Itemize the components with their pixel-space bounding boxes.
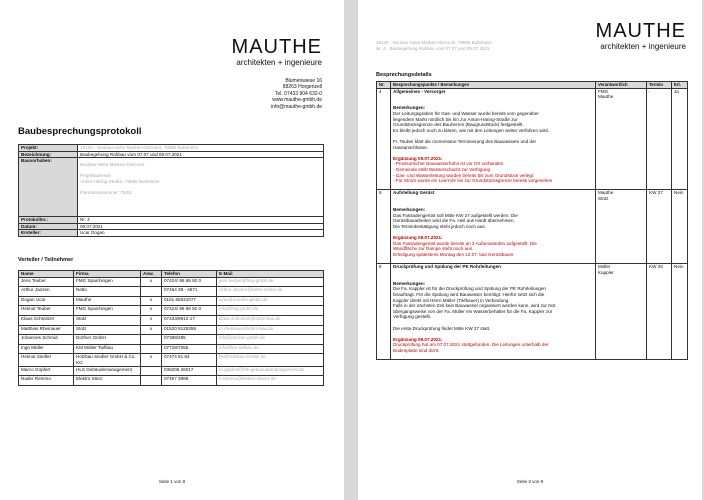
item-number: 5 (377, 190, 391, 264)
table-row (377, 88, 688, 190)
details-header-row (377, 82, 688, 89)
column-header-responsible: Verantwortlich (596, 82, 647, 89)
logo-name: MAUTHE (231, 36, 322, 58)
item-text-line: Die Fa. Kappler ist für die Druckprüfung und Spülung der PE Rohrleitungen (393, 286, 546, 292)
participant-email: hs@holzbau-siedler.de (217, 354, 324, 366)
item-text-line: Bodenplatte sind dicht. (393, 347, 440, 353)
participants-table (18, 270, 324, 386)
item-text-line: Kappler direkt mit Herrn Müller (Tiefbauer) in Verbindung. (393, 297, 510, 303)
responsible-party: Kappler (598, 269, 614, 275)
item-text-line: Verfügung gestellt. (393, 314, 432, 320)
participant-phone: 07433/9912-17 (162, 315, 217, 325)
item-done: Nein (672, 264, 688, 360)
responsible-party: FMG (598, 88, 609, 94)
participant-company: Stotz (74, 315, 141, 325)
item-text-line: Erledigung spätestens Montag den 12.07. laut Gerüstbauer (393, 251, 514, 257)
column-header-telefon: Telefon (162, 271, 217, 278)
participant-phone: 0151 65531077 (162, 296, 217, 306)
item-text-line: Wandfläche zur Rampe steht noch aus. (393, 246, 474, 252)
participant-company: Holzbau Siedler GmbH & Co. KG (74, 354, 141, 366)
info-value-line: Neubau Netto Marken-Discount (80, 162, 145, 168)
participant-name: Jens Teuber (19, 277, 74, 287)
info-label: Datum: (19, 223, 78, 230)
address-line: Tel. 07433 904 632-0 (275, 90, 322, 97)
column-header-firma: Firma (74, 271, 141, 278)
table-row (377, 190, 688, 264)
logo-subtitle: architekten + ingenieure (236, 58, 322, 67)
item-done: Ja (672, 88, 688, 190)
info-value-line: Flurstücksnummer: 793/1 (80, 190, 132, 196)
table-row (19, 315, 324, 325)
participant-name: Klaus Schmitzer (19, 315, 74, 325)
item-text-line: - Provisorischer Bauwasserhahn ist vor Ort vorhanden (393, 161, 504, 167)
item-responsible (596, 264, 647, 360)
participant-name: Nader Remmo (19, 376, 74, 386)
header-line: 19130 - Neubau Netto Marken-Discount, 78585 Bubsheim (376, 40, 492, 45)
info-label: Projekt: (19, 145, 78, 152)
item-text-line: Ergänzung 09.07.2021: (393, 336, 443, 342)
participant-name: Marco Gopfert (19, 366, 74, 376)
column-header-termin: Termin (647, 82, 672, 89)
participant-attendance: x (141, 315, 162, 325)
info-value: Ucar Dogan (78, 230, 324, 237)
address-line: info@mauthe-gmbh.de (271, 103, 322, 110)
info-value: 19130 - Neubau Netto Marken-Discount, 78585 Bubsheim (78, 145, 324, 152)
item-text-line: Bemerkungen: (393, 105, 426, 111)
column-header-points: Besprechungspunkte / Bemerkungen (391, 82, 596, 89)
participant-email: klaus.schmitzer@stotz-bau.de (217, 315, 324, 325)
participant-email: jens.teuber@fmg-gmbh.de (217, 277, 324, 287)
item-text-line: Bemerkungen: (393, 280, 426, 286)
participant-name: Ingo Müller (19, 344, 74, 354)
participant-email: ucar@mauthe-gmbh.de (217, 296, 324, 306)
participant-company: FMG Spaichingen (74, 306, 141, 316)
item-title: Aufstellung Gerüst (393, 190, 435, 196)
info-row (19, 230, 324, 237)
info-label: Protokollnr.: (19, 217, 78, 224)
item-text-line: Druckprüfung hat am 07.07.2021 stattgefunden. Die Leitungen unterhalb der (393, 342, 549, 348)
info-value-line: Projektadresse: (80, 173, 112, 179)
info-row (19, 158, 324, 217)
item-content (391, 88, 596, 190)
responsible-party: Mauthe (598, 94, 614, 100)
item-title: Druckprüfung und Spülung der PE Rohrleitungen (393, 264, 501, 269)
participant-email: m.gopfert@hls-gebaeudemanagement.de (217, 366, 324, 376)
participant-email: m.rheinauer@stotz-bau.de (217, 325, 324, 335)
item-content (391, 264, 596, 360)
participant-email: Arthur.Janzen@netto-online.de (217, 287, 324, 297)
participant-email: n.remmo@elektro-stuerz.de (217, 376, 324, 386)
meeting-details-table (376, 81, 688, 360)
participant-attendance: x (141, 325, 162, 335)
participant-company: KM Müller Tiefbau (74, 344, 141, 354)
participant-email: info@dorfner-gmbh.de (217, 335, 324, 345)
participant-phone: 07424/ 95 68 92 0 (162, 277, 217, 287)
column-header-name: Name (19, 271, 74, 278)
item-title: Allgemeines - Versorger (393, 88, 446, 94)
participant-company: Netto (74, 287, 141, 297)
participant-name: Matthias Rheinauer (19, 325, 74, 335)
participant-email: info@fmg-gmbh.de (217, 306, 324, 316)
participant-phone: 01520 9125359 (162, 325, 217, 335)
info-value: 09.07.2021 (78, 223, 324, 230)
participant-company: Stotz (74, 325, 141, 335)
participant-phone: 07728/7055 (162, 344, 217, 354)
logo-subtitle: architekten + ingenieure (600, 42, 686, 51)
participant-attendance (141, 344, 162, 354)
table-row (19, 376, 324, 386)
item-text-line: Die Termінbestätigung steht jedoch noch aus. (393, 223, 486, 229)
page-footer: Seite 3 von 8 (516, 479, 544, 484)
participant-company: Dorfner GmbH (74, 335, 141, 345)
participant-company: FMG Spaichingen (74, 277, 141, 287)
participant-name: Helmut Siedler (19, 354, 74, 366)
info-row (19, 223, 324, 230)
item-text-line: beauftragt. Für die Spülung wird Bauwasser benötigt. Hierfür setzt sich die (393, 291, 545, 297)
participant-phone: 07424/ 95 68 92 0 (162, 306, 217, 316)
table-row (19, 306, 324, 316)
participants-header-row (19, 271, 324, 278)
column-header-email: E-Mail (217, 271, 324, 278)
table-row (19, 277, 324, 287)
info-row (19, 145, 324, 152)
item-text-line: - Gas- und Wasserleitung wurden bereits bis zum Grundstück verlegt (393, 172, 534, 178)
participants-section-title: Verteiler / Teilnehmer (18, 257, 74, 263)
item-text-line: übergangsweise von der Fa. Müller ein Wasserbehälter für die Fa. Kappler zur (393, 308, 553, 314)
column-header-erl: Erl. (672, 82, 688, 89)
table-row (19, 335, 324, 345)
info-label: Bauvorhaben: (19, 158, 78, 217)
item-text-line: Es bleibt jedoch noch zu klären, wie mit den Leitungen weiter verfahren wird. (393, 127, 550, 133)
item-text-line: Der Leitungsgraben für Gas- und Wasser wurde bereits vom gegenüber (393, 110, 539, 116)
item-text-line: Das Fassadengerüst soll Mitte KW 27 aufgestellt werden. Die (393, 212, 518, 218)
company-address (271, 78, 322, 110)
item-text-line: Grundstücksgrenze des Bauherren (Baugrundstück) festgestellt. (393, 122, 524, 128)
item-responsible (596, 190, 647, 264)
item-deadline: - (647, 88, 672, 190)
participants-body (19, 277, 324, 385)
project-info-table (18, 144, 324, 237)
participant-phone: 07464 38 - 4671 (162, 287, 217, 297)
item-deadline: KW 27 (647, 190, 672, 264)
participant-phone: 07388/285 (162, 335, 217, 345)
responsible-party: Mauthe (598, 190, 614, 196)
info-value: Baubegehung Rohbau vom 07.07 und 09.07.2021 (78, 151, 324, 158)
item-deadline: KW 26 (647, 264, 672, 360)
participant-company: HLS Gebäudemanagement (74, 366, 141, 376)
participant-attendance (141, 287, 162, 297)
item-text-line: Ergänzung 09.07.2021: (393, 155, 443, 161)
info-row (19, 217, 324, 224)
item-text-line: - Gemeinde stellt Wasserschacht zur Verfügung (393, 166, 491, 172)
info-label: Ersteller: (19, 230, 78, 237)
participant-phone: 07457 3988 (162, 376, 217, 386)
participant-attendance (141, 376, 162, 386)
table-row (377, 264, 688, 360)
item-text-line: liegendem Markt nördlich bis hin zur Anton-Häring-Straße zur (393, 116, 518, 122)
table-row (19, 366, 324, 376)
company-logo (596, 20, 686, 52)
item-responsible (596, 88, 647, 190)
table-row (19, 325, 324, 335)
item-text-line: Hausanschlüsse. (393, 144, 428, 150)
address-line: Blumenwiese 16 (285, 78, 322, 84)
table-row (19, 354, 324, 366)
participant-email: info@km-tiefbau.de (217, 344, 324, 354)
document-page-1 (0, 0, 344, 500)
logo-name: MAUTHE (595, 20, 686, 42)
item-text-line: Bemerkungen: (393, 207, 426, 213)
participant-attendance: x (141, 296, 162, 306)
company-logo (232, 36, 322, 68)
participant-company: Mauthe (74, 296, 141, 306)
table-row (19, 296, 324, 306)
item-text-line: Gerüstbauarbeiten wird die Fa. Heil aus Hardt übernehmen. (393, 218, 515, 224)
item-text-line (393, 257, 593, 263)
item-number: 6 (377, 264, 391, 360)
item-content (391, 190, 596, 264)
info-value: Nr. 4 (78, 217, 324, 224)
participant-attendance (141, 366, 162, 376)
participant-name: Helmut Teuber (19, 306, 74, 316)
details-section-title: Besprechungsdetails (376, 72, 432, 78)
item-text-line (393, 354, 593, 360)
participant-name: Arthur Janzen (19, 287, 74, 297)
participant-name: Johannes Schmid (19, 335, 74, 345)
details-body (377, 88, 688, 360)
participant-company: Elektro Stürz (74, 376, 141, 386)
table-row (19, 344, 324, 354)
item-text-line: Das Fassadengerüst wurde bereits an 3 Außenwänden aufgestellt. Die (393, 240, 537, 246)
participant-attendance: x (141, 306, 162, 316)
item-text-line: - Für Strom wurde ein Leerrohr bis zur Grundstücksgrenze bereits vorgesehen (393, 178, 553, 184)
column-header-nr: Nr. (377, 82, 391, 89)
participant-attendance: x (141, 277, 162, 287)
item-text-line: Falls in der nächsten Zeit kein Bauwasser organisiert werden kann, wird zur Not (393, 303, 556, 309)
item-text-line (393, 184, 593, 190)
page-header-text (376, 40, 492, 52)
column-header-anw: Anw. (141, 271, 162, 278)
item-done: Nein (672, 190, 688, 264)
item-number: 4 (377, 88, 391, 190)
participant-phone: 036206 26017 (162, 366, 217, 376)
address-line: 88263 Horgenzell (282, 84, 322, 91)
participant-phone: 07474 81 84 (162, 354, 217, 366)
info-value (78, 158, 324, 217)
info-value-line: Anton-Häring-Straße, 78585 Bubsheim (80, 178, 160, 184)
responsible-party: Stotz (598, 195, 609, 201)
table-row (19, 287, 324, 297)
participant-attendance: x (141, 354, 162, 366)
item-text-line: Die erste Druckprüfung findet Mitte KW 27 statt. (393, 325, 491, 331)
info-row (19, 151, 324, 158)
participant-name: Dogan Ucar (19, 296, 74, 306)
page-footer: Seite 1 von 8 (158, 479, 186, 484)
address-line: www.mauthe-gmbh.de (272, 97, 322, 104)
responsible-party: Müller (598, 264, 611, 269)
info-label: Bezeichnung: (19, 151, 78, 158)
document-page-2 (358, 0, 702, 500)
participant-attendance (141, 335, 162, 345)
header-line: Nr. 4 · Baubegehung Rohbau vom 07.07 und 09.07.2021 (376, 46, 490, 51)
item-text-line: Fr. Teuber klärt die momentane Terminierung des Bauwassers und der (393, 138, 537, 144)
item-text-line: Ergänzung 09.07.2021: (393, 235, 443, 241)
document-title: Baubesprechungsprotokoll (18, 126, 142, 137)
